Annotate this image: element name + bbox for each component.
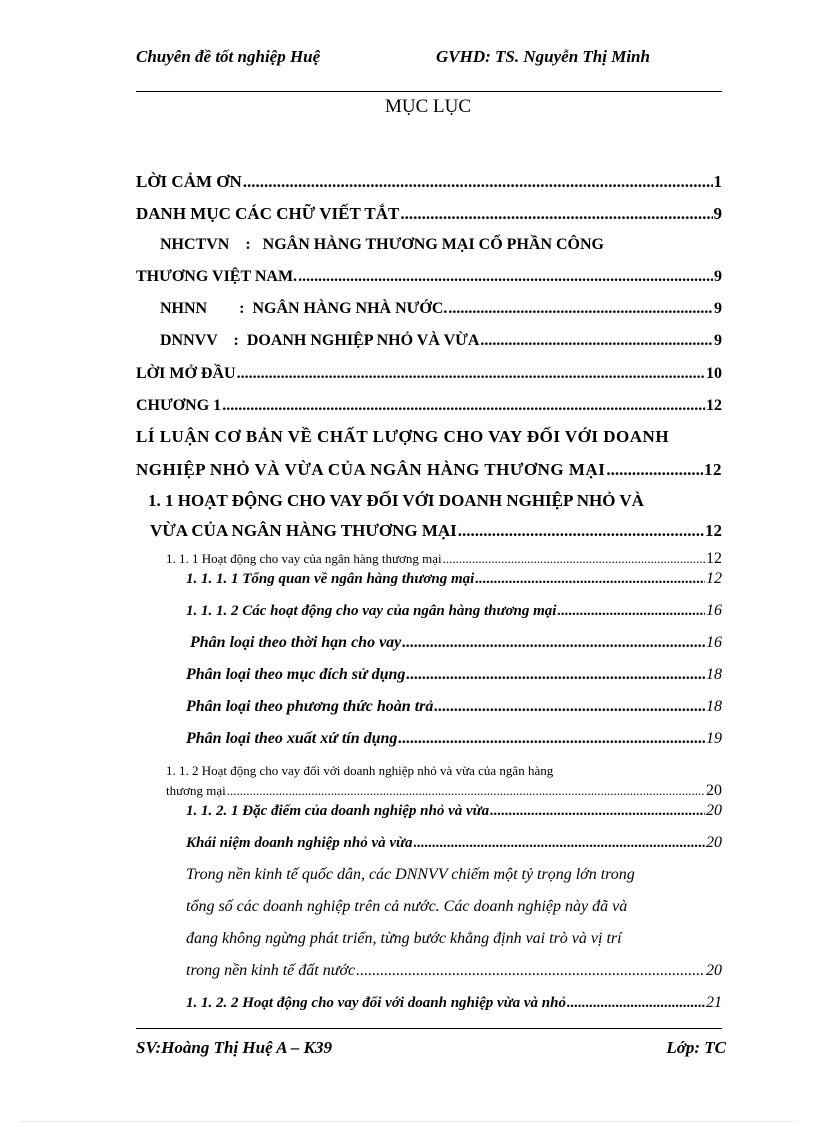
- toc-entry-page: 9: [713, 204, 722, 223]
- toc-entry-page: 12: [706, 397, 722, 414]
- toc-entry-page: 20: [706, 834, 722, 851]
- toc-entry-label: NGHIỆP NHỎ VÀ VỪA CỦA NGÂN HÀNG THƯƠNG MẠI: [136, 460, 606, 479]
- toc-entry-label: 1. 1. 2. 2 Hoạt động cho vay đối với doanh nghiệp vừa và nhỏ: [186, 995, 566, 1011]
- toc-entry[interactable]: [186, 730, 722, 748]
- toc-entry-label: DNNVV : DOANH NGHIỆP NHỎ VÀ VỪA: [160, 332, 480, 349]
- toc-entry-page: 10: [706, 365, 722, 382]
- toc-entry-label: CHƯƠNG 1: [136, 397, 222, 414]
- toc-entry-page: 19: [706, 730, 722, 747]
- toc-entry-page: 9: [714, 332, 722, 349]
- toc-entry-label: Khái niệm doanh nghiệp nhỏ và vừa: [186, 835, 413, 851]
- toc-entry[interactable]: [150, 521, 722, 541]
- toc-entry[interactable]: [136, 172, 722, 192]
- header-divider: [136, 91, 722, 92]
- toc-leader-dots: [414, 835, 705, 852]
- toc-entry-label: trong nền kinh tế đất nước: [186, 962, 356, 979]
- toc-entry-label[interactable]: NHCTVN : NGÂN HÀNG THƯƠNG MẠI CỔ PHẦN CÔNG: [160, 236, 604, 253]
- toc-leader-dots: [606, 460, 703, 480]
- toc-entry-label: Phân loại theo phương thức hoàn trả: [186, 698, 434, 715]
- toc-entry-page: 18: [706, 666, 722, 683]
- toc-entry-label[interactable]: LÍ LUẬN CƠ BẢN VỀ CHẤT LƯỢNG CHO VAY ĐỐI VỚI DOANH: [136, 427, 670, 446]
- toc-entry-page: 21: [706, 994, 722, 1011]
- toc-leader-dots: [237, 365, 705, 383]
- toc-entry-label: tổng số các doanh nghiệp trên cả nước. Các doanh nghiệp này đã và: [186, 898, 628, 915]
- toc-entry-label: VỪA CỦA NGÂN HÀNG THƯƠNG MẠI: [150, 521, 457, 540]
- toc-leader-dots: [227, 783, 705, 799]
- toc-entry[interactable]: [186, 994, 722, 1012]
- toc-entry-page: 12: [704, 460, 722, 479]
- toc-entry-label: Phân loại theo mục đích sử dụng: [186, 666, 406, 683]
- toc-entry[interactable]: [160, 332, 722, 350]
- toc-entry-page: 12: [706, 570, 722, 587]
- toc-entry-label: đang không ngừng phát triển, từng bước khẳng định vai trò và vị trí: [186, 930, 622, 947]
- toc-leader-dots: [356, 962, 705, 980]
- toc-entry-page: 12: [705, 521, 722, 540]
- toc-entry[interactable]: [186, 802, 722, 820]
- toc-leader-dots: [402, 634, 705, 652]
- toc-entry[interactable]: [136, 365, 722, 383]
- toc-entry-page: 1: [713, 172, 722, 191]
- toc-entry[interactable]: [186, 962, 722, 980]
- toc-entry-label: THƯƠNG VIỆT NAM.: [136, 268, 298, 285]
- toc-entry-page: 9: [714, 268, 722, 285]
- toc-entry-label: Trong nền kinh tế quốc dân, các DNNVV chiếm một tỷ trọng lớn trong: [186, 866, 635, 883]
- toc-leader-dots: [475, 571, 705, 588]
- toc-entry-page: 16: [706, 634, 722, 651]
- toc-leader-dots: [480, 332, 713, 350]
- toc-entry[interactable]: [186, 602, 722, 620]
- toc-entry[interactable]: [136, 397, 722, 415]
- footer-class-label: Lớp: TC: [666, 1038, 726, 1057]
- toc-entry-page: 20: [706, 782, 722, 799]
- toc-entry[interactable]: [166, 782, 722, 800]
- toc-leader-dots: [567, 995, 705, 1012]
- toc-leader-dots: [443, 551, 705, 567]
- page-footer: [136, 1037, 726, 1077]
- toc-entry-page: 12: [706, 550, 722, 567]
- toc-leader-dots: [557, 603, 705, 620]
- toc-leader-dots: [448, 300, 713, 318]
- toc-leader-dots: [398, 730, 705, 748]
- page-title: MỤC LỤC: [384, 96, 472, 117]
- toc-entry-page: 18: [706, 698, 722, 715]
- toc-entry-page: 20: [706, 802, 722, 819]
- toc-entry-label: DANH MỤC CÁC CHỮ VIẾT TẮT: [136, 204, 400, 223]
- toc-entry-label: 1. 1. 1. 2 Các hoạt động cho vay của ngân hàng thương mại: [186, 603, 557, 619]
- toc-entry-label: LỜI MỞ ĐẦU: [136, 365, 236, 382]
- toc-entry-label: Phân loại theo thời hạn cho vay: [190, 634, 402, 651]
- toc-entry-label: NHNN : NGÂN HÀNG NHÀ NƯỚC.: [160, 300, 448, 317]
- toc-entry[interactable]: [186, 666, 722, 684]
- toc-entry-label: thương mại: [166, 783, 226, 798]
- footer-student-label: SV:Hoàng Thị Huệ A – K39: [136, 1038, 333, 1057]
- toc-leader-dots: [298, 268, 713, 286]
- toc-entry-page: 16: [706, 602, 722, 619]
- toc-entry-label[interactable]: 1. 1 HOẠT ĐỘNG CHO VAY ĐỐI VỚI DOANH NGHIỆP NHỎ VÀ: [148, 491, 644, 510]
- toc-entry-label: 1. 1. 1. 1 Tổng quan về ngân hàng thương mại: [186, 571, 475, 587]
- toc-leader-dots: [243, 172, 713, 192]
- footer-divider: [136, 1028, 722, 1029]
- page-header: [136, 46, 722, 92]
- toc-entry-label[interactable]: 1. 1. 2 Hoạt động cho vay đối với doanh nghiệp nhỏ và vừa của ngân hàng: [166, 763, 554, 778]
- header-thesis-label: Chuyên đề tốt nghiệp Huệ: [136, 47, 321, 66]
- toc-entry-label: 1. 1. 1 Hoạt động cho vay của ngân hàng thương mại: [166, 551, 442, 566]
- toc-entry[interactable]: [136, 460, 722, 480]
- header-advisor-label: GVHD: TS. Nguyễn Thị Minh: [436, 47, 650, 66]
- toc-entry[interactable]: [186, 834, 722, 852]
- toc-leader-dots: [406, 666, 705, 684]
- toc-entry-page: 20: [706, 962, 722, 979]
- toc-leader-dots: [434, 698, 705, 716]
- toc-entry[interactable]: [190, 634, 722, 652]
- toc-entry[interactable]: [136, 268, 722, 286]
- toc-entry-label: Phân loại theo xuất xứ tín dụng: [186, 730, 398, 747]
- toc-entry[interactable]: [186, 570, 722, 588]
- toc-leader-dots: [222, 397, 705, 415]
- toc-entry-page: 9: [714, 300, 722, 317]
- toc-leader-dots: [490, 803, 705, 820]
- toc-entry[interactable]: [186, 698, 722, 716]
- toc-entry[interactable]: [160, 300, 722, 318]
- toc-entry[interactable]: [136, 204, 722, 224]
- toc-entry-label: 1. 1. 2. 1 Đặc điểm của doanh nghiệp nhỏ và vừa: [186, 803, 490, 819]
- toc-entry[interactable]: [166, 550, 722, 568]
- toc-leader-dots: [400, 204, 712, 224]
- page-edge: [20, 1121, 796, 1122]
- toc-leader-dots: [458, 521, 704, 541]
- toc-entry-label: LỜI CẢM ƠN: [136, 172, 242, 191]
